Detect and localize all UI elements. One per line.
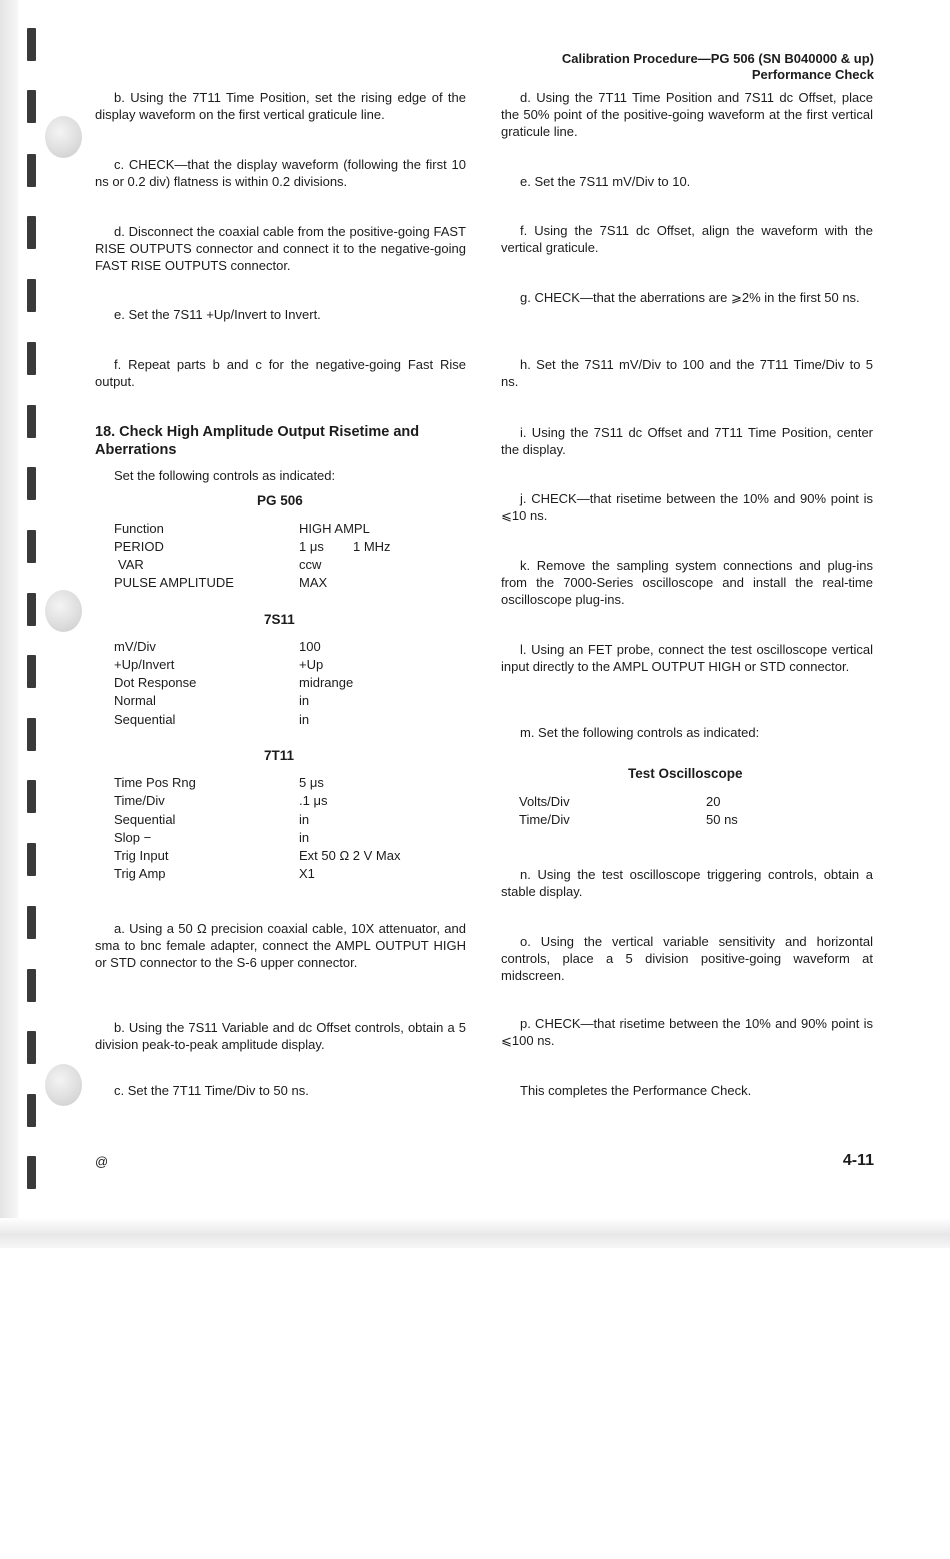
step-18b: b. Using the 7S11 Variable and dc Offset controls, obtain a 5 division peak-to-peak amplitude display.: [95, 1020, 466, 1052]
binder-tab: [27, 405, 36, 438]
binder-tab: [27, 593, 36, 626]
7s11-label-dot-response: Dot Response: [114, 675, 197, 690]
7t11-value-time-div: .1 μs: [299, 793, 328, 808]
binder-tab: [27, 1094, 36, 1127]
step-18m: m. Set the following controls as indicated:: [520, 725, 760, 740]
step-18j: j. CHECK—that risetime between the 10% and 90% point is ⩽10 ns.: [501, 491, 873, 523]
7s11-value-mv-div: 100: [299, 639, 321, 654]
binder-edge: [0, 0, 18, 1230]
test-oscilloscope-table-title: Test Oscilloscope: [628, 766, 743, 781]
step-18f: f. Using the 7S11 dc Offset, align the waveform with the vertical graticule.: [501, 223, 873, 255]
7t11-label-trig-amp: Trig Amp: [114, 866, 166, 881]
binder-tab: [27, 279, 36, 312]
7t11-label-time-pos-rng: Time Pos Rng: [114, 775, 196, 790]
binder-tab: [27, 843, 36, 876]
pg506-label-var: VAR: [118, 557, 144, 572]
running-header: [562, 51, 874, 83]
7s11-value-sequential: in: [299, 712, 310, 727]
step-18e: e. Set the 7S11 mV/Div to 10.: [520, 174, 691, 189]
test-osc-value-volts-div: 20: [706, 794, 721, 809]
pg506-label-function: Function: [114, 521, 164, 536]
step-18-heading: 18. Check High Amplitude Output Risetime and Aberrations: [95, 424, 420, 458]
binder-tab: [27, 780, 36, 813]
binder-tab: [27, 216, 36, 249]
footer-mark: @: [95, 1154, 109, 1169]
pg506-label-period: PERIOD: [114, 539, 164, 554]
binder-tab: [27, 718, 36, 751]
7t11-label-time-div: Time/Div: [114, 793, 165, 808]
binder-tab: [27, 969, 36, 1002]
pg506-value-period-freq: 1 MHz: [353, 539, 391, 554]
7t11-value-trig-amp: X1: [299, 866, 315, 881]
binder-tab: [27, 655, 36, 688]
step-18h: h. Set the 7S11 mV/Div to 100 and the 7T11 Time/Div to 5 ns.: [501, 357, 873, 389]
step-18a: a. Using a 50 Ω precision coaxial cable, 10X attenuator, and sma to bnc female adapter, connect the AMPL OUTPUT HIGH or STD connector to the S-6 upper connector.: [95, 921, 466, 970]
test-osc-label-time-div: Time/Div: [519, 812, 570, 827]
7s11-label-sequential: Sequential: [114, 712, 176, 727]
7s11-value-normal: in: [299, 693, 310, 708]
7s11-value-dot-response: midrange: [299, 675, 354, 690]
7t11-label-trig-input: Trig Input: [114, 848, 169, 863]
step-18k: k. Remove the sampling system connections and plug-ins from the 7000-Series oscilloscope and install the real-time oscilloscope plug-ins.: [501, 558, 873, 607]
step-18l: l. Using an FET probe, connect the test oscilloscope vertical input directly to the AMPL OUTPUT HIGH or STD connector.: [501, 642, 873, 674]
binder-tab: [27, 90, 36, 123]
step-18p: p. CHECK—that risetime between the 10% and 90% point is ⩽100 ns.: [501, 1016, 873, 1048]
step-18i: i. Using the 7S11 dc Offset and 7T11 Time Position, center the display.: [501, 425, 873, 457]
binder-tab: [27, 1156, 36, 1189]
completion-note: This completes the Performance Check.: [520, 1083, 752, 1098]
header-title: Calibration Procedure—PG 506 (SN B040000 & up): [561, 51, 874, 66]
step-18o: o. Using the vertical variable sensitivity and horizontal controls, place a 5 division positive-going waveform at midscreen.: [501, 934, 873, 983]
pg506-value-pulse-amplitude: MAX: [299, 575, 328, 590]
binder-tab: [27, 467, 36, 500]
step-17e: e. Set the 7S11 +Up/Invert to Invert.: [114, 307, 321, 322]
7s11-table-title: 7S11: [264, 612, 295, 627]
binder-tab: [27, 530, 36, 563]
header-subtitle: Performance Check: [751, 67, 874, 82]
set-controls-intro: Set the following controls as indicated:: [114, 468, 336, 483]
step-17c: c. CHECK—that the display waveform (following the first 10 ns or 0.2 div) flatness is within 0.2 divisions.: [95, 157, 466, 189]
binder-tab: [27, 906, 36, 939]
page-bottom-edge: [0, 1218, 950, 1248]
pg506-value-var: ccw: [299, 557, 322, 572]
7t11-value-time-pos-rng: 5 μs: [299, 775, 324, 790]
7s11-label-mv-div: mV/Div: [114, 639, 156, 654]
binder-tab: [27, 342, 36, 375]
step-18g: g. CHECK—that the aberrations are ⩾2% in the first 50 ns.: [520, 290, 860, 305]
pg506-value-function: HIGH AMPL: [299, 521, 370, 536]
pg506-value-period: 1 μs: [299, 539, 324, 554]
test-osc-value-time-div: 50 ns: [706, 812, 738, 827]
step-18c: c. Set the 7T11 Time/Div to 50 ns.: [114, 1083, 309, 1098]
7t11-value-slope: in: [299, 830, 310, 845]
punch-hole: [45, 590, 82, 632]
7s11-label-up-invert: +Up/Invert: [114, 657, 175, 672]
7s11-label-normal: Normal: [114, 693, 156, 708]
7t11-label-slope: Slop −: [114, 830, 152, 845]
pg506-table-title: PG 506: [257, 493, 303, 508]
page-number: 4-11: [842, 1152, 874, 1169]
7t11-value-trig-input: Ext 50 Ω 2 V Max: [299, 848, 401, 863]
7s11-value-up-invert: +Up: [299, 657, 324, 672]
binder-tab: [27, 154, 36, 187]
7t11-table-title: 7T11: [264, 748, 295, 763]
7t11-value-sequential: in: [299, 812, 310, 827]
step-17d: d. Disconnect the coaxial cable from the positive-going FAST RISE OUTPUTS connector and connect it to the negative-going FAST RISE OUTPUTS connector.: [95, 224, 466, 273]
binder-tab: [27, 1031, 36, 1064]
7t11-label-sequential: Sequential: [114, 812, 176, 827]
step-18d: d. Using the 7T11 Time Position and 7S11 dc Offset, place the 50% point of the positive-going waveform at the first vertical graticule line.: [501, 90, 873, 139]
test-osc-label-volts-div: Volts/Div: [519, 794, 570, 809]
pg506-label-pulse-amplitude: PULSE AMPLITUDE: [114, 575, 234, 590]
step-18n: n. Using the test oscilloscope triggering controls, obtain a stable display.: [501, 867, 873, 899]
binder-tab: [27, 28, 36, 61]
step-17b: b. Using the 7T11 Time Position, set the rising edge of the display waveform on the first vertical graticule line.: [95, 90, 466, 122]
punch-hole: [45, 116, 82, 158]
step-17f: f. Repeat parts b and c for the negative-going Fast Rise output.: [95, 357, 466, 389]
punch-hole: [45, 1064, 82, 1106]
